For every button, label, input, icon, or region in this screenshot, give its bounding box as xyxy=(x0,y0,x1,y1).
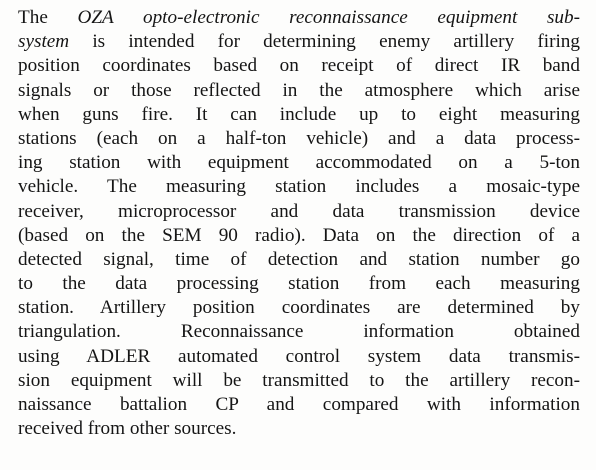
text-run: detected signal, time of detection and station number go xyxy=(18,248,580,270)
text-run: stations (each on a half-ton vehicle) and a data process- xyxy=(18,127,580,149)
text-line xyxy=(18,320,580,344)
text-run: receiver, microprocessor and data transmission device xyxy=(18,200,580,222)
text-line xyxy=(18,393,580,417)
body-paragraph xyxy=(18,6,580,441)
text-run: received from other sources. xyxy=(18,418,237,440)
text-run: signals or those reflected in the atmosphere which arise xyxy=(18,79,580,101)
text-run: naissance battalion CP and compared with information xyxy=(18,394,580,415)
text-run: The xyxy=(18,7,78,28)
text-run: sion equipment will be transmitted to the artillery recon- xyxy=(18,369,580,391)
text-run: position coordinates based on receipt of direct IR band xyxy=(18,55,580,77)
text-run: using ADLER automated control system data transmis- xyxy=(18,345,580,367)
text-line xyxy=(18,200,580,224)
text-run: (based on the SEM 90 radio). Data on the direction of a xyxy=(18,224,580,246)
text-line xyxy=(18,30,580,54)
text-line xyxy=(18,175,580,199)
text-line xyxy=(18,248,580,272)
italic-run: OZA opto-electronic reconnaissance equipment sub- xyxy=(77,7,580,28)
text-run: vehicle. The measuring station includes a mosaic-type xyxy=(18,176,580,198)
text-line xyxy=(18,345,580,369)
text-line xyxy=(18,272,580,296)
text-line xyxy=(18,103,580,127)
text-line xyxy=(18,296,580,320)
text-run: triangulation. Reconnaissance information obtained xyxy=(18,321,580,343)
text-run: when guns fire. It can include up to eight measuring xyxy=(18,103,580,125)
text-run: station. Artillery position coordinates are determined by xyxy=(18,297,580,319)
text-line xyxy=(18,369,580,393)
text-line xyxy=(18,79,580,103)
text-run: to the data processing station from each measuring xyxy=(18,273,580,295)
text-line xyxy=(18,6,580,30)
text-run: is intended for determining enemy artillery firing xyxy=(69,31,580,53)
text-line xyxy=(18,151,580,175)
text-run: ing station with equipment accommodated on a 5-ton xyxy=(18,152,580,174)
text-line xyxy=(18,417,580,441)
italic-run: system xyxy=(18,31,70,53)
text-line xyxy=(18,127,580,151)
text-line xyxy=(18,224,580,248)
text-line xyxy=(18,54,580,78)
